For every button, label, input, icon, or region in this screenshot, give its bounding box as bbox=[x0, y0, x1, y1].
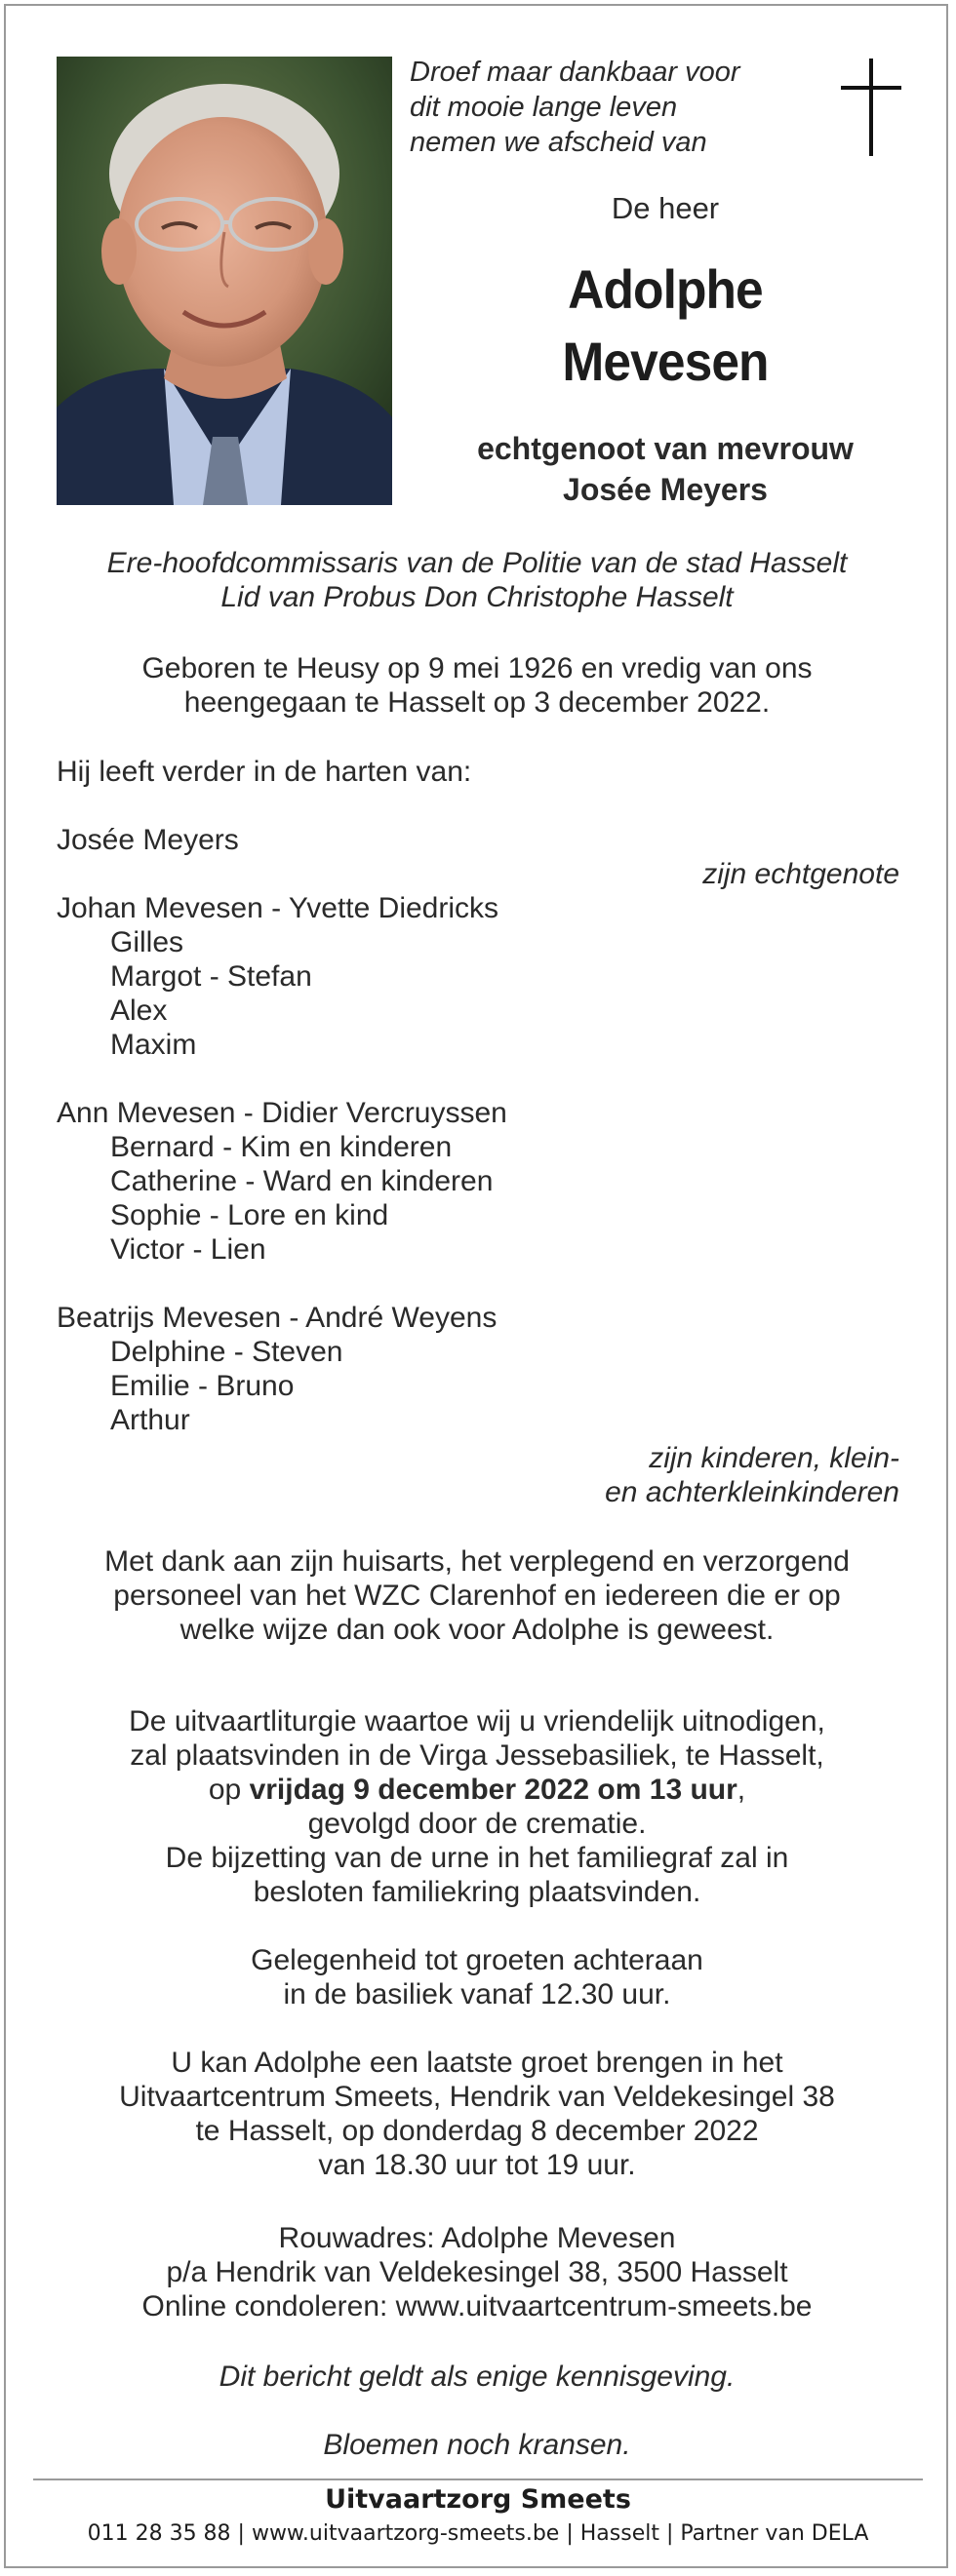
company-contact[interactable]: 011 28 35 88 | www.uitvaartzorg-smeets.be | Hasselt | Partner van DELA bbox=[87, 2521, 869, 2546]
greeting-info bbox=[29, 1943, 925, 2011]
greeting-line: in de basiliek vanaf 12.30 uur. bbox=[283, 1978, 671, 2010]
intro-line: nemen we afscheid van bbox=[410, 127, 707, 158]
funeral-date: vrijdag 9 december 2022 om 13 uur bbox=[249, 1774, 737, 1806]
footer-divider bbox=[33, 2478, 923, 2480]
family-member: Bernard - Kim en kinderen bbox=[110, 1131, 453, 1163]
birth-info bbox=[29, 651, 925, 720]
intro-line: Droef maar dankbaar voor bbox=[410, 57, 740, 88]
honorary-titles bbox=[29, 546, 925, 614]
thanks-line: welke wijze dan ook voor Adolphe is geweest. bbox=[179, 1614, 775, 1646]
funeral-line: De bijzetting van de urne in het familiegraf zal in bbox=[165, 1842, 789, 1874]
condolence-line[interactable]: Online condoleren: www.uitvaartcentrum-smeets.be bbox=[141, 2290, 813, 2322]
greeting-line: Gelegenheid tot groeten achteraan bbox=[251, 1944, 703, 1976]
spouse-entry-name: Josée Meyers bbox=[57, 824, 239, 856]
funeral-date-line bbox=[29, 1773, 925, 1807]
address-info bbox=[29, 2221, 925, 2323]
funeral-line: zal plaatsvinden in de Virga Jessebasiliek, te Hasselt, bbox=[130, 1739, 824, 1772]
family-member: Arthur bbox=[110, 1404, 190, 1436]
intro-line: dit mooie lange leven bbox=[410, 92, 678, 123]
family-member: Victor - Lien bbox=[110, 1233, 266, 1266]
funeral-date-prefix: op bbox=[208, 1774, 250, 1806]
family-member: Margot - Stefan bbox=[110, 960, 312, 993]
visit-line: te Hasselt, op donderdag 8 december 2022 bbox=[195, 2115, 759, 2147]
funeral-line: besloten familiekring plaatsvinden. bbox=[253, 1876, 701, 1908]
family-member: Alex bbox=[110, 995, 168, 1027]
family-head: Johan Mevesen - Yvette Diedricks bbox=[57, 892, 499, 924]
visit-line: U kan Adolphe een laatste groet brengen in het bbox=[171, 2047, 783, 2079]
family-head: Beatrijs Mevesen - André Weyens bbox=[57, 1302, 498, 1334]
family-member: Sophie - Lore en kind bbox=[110, 1199, 389, 1231]
birth-line: Geboren te Heusy op 9 mei 1926 en vredig van ons bbox=[141, 652, 813, 684]
family-member: Catherine - Ward en kinderen bbox=[110, 1165, 494, 1197]
salutation: De heer bbox=[611, 191, 720, 225]
title-line: Lid van Probus Don Christophe Hasselt bbox=[220, 581, 734, 613]
children-role-line: en achterkleinkinderen bbox=[605, 1476, 899, 1508]
portrait-photo bbox=[57, 57, 392, 505]
survivors-intro: Hij leeft verder in de harten van: bbox=[57, 756, 472, 788]
children-role bbox=[605, 1441, 899, 1509]
children-role-line: zijn kinderen, klein- bbox=[649, 1442, 899, 1474]
first-name: Adolphe bbox=[568, 258, 763, 320]
visit-info bbox=[29, 2046, 925, 2182]
spouse-entry-role: zijn echtgenote bbox=[702, 858, 899, 890]
family-head: Ann Mevesen - Didier Vercruyssen bbox=[57, 1097, 507, 1129]
funeral-line: De uitvaartliturgie waartoe wij u vriendelijk uitnodigen, bbox=[129, 1705, 825, 1737]
spouse-name: Josée Meyers bbox=[563, 472, 768, 507]
visit-line: Uitvaartcentrum Smeets, Hendrik van Veldekesingel 38 bbox=[119, 2081, 835, 2113]
last-name: Mevesen bbox=[562, 331, 769, 392]
company-name: Uitvaartzorg Smeets bbox=[325, 2484, 631, 2515]
visit-line: van 18.30 uur tot 19 uur. bbox=[318, 2149, 636, 2181]
family-member: Delphine - Steven bbox=[110, 1336, 343, 1368]
funeral-line: gevolgd door de crematie. bbox=[307, 1808, 647, 1840]
intro-text bbox=[410, 55, 800, 160]
funeral-info bbox=[29, 1704, 925, 1909]
birth-line: heengegaan te Hasselt op 3 december 2022. bbox=[183, 686, 771, 719]
spouse-line: echtgenoot van mevrouw bbox=[477, 431, 854, 466]
address-line: Rouwadres: Adolphe Mevesen bbox=[278, 2222, 676, 2254]
title-line: Ere-hoofdcommissaris van de Politie van de stad Hasselt bbox=[106, 547, 848, 579]
funeral-date-suffix: , bbox=[737, 1774, 746, 1806]
thanks-line: Met dank aan zijn huisarts, het verplegend en verzorgend bbox=[104, 1545, 850, 1578]
thanks-line: personeel van het WZC Clarenhof en iedereen die er op bbox=[113, 1580, 841, 1612]
family-member: Maxim bbox=[110, 1029, 197, 1061]
family-member: Emilie - Bruno bbox=[110, 1370, 295, 1402]
only-notice: Dit bericht geldt als enige kennisgeving. bbox=[219, 2361, 736, 2393]
family-list bbox=[57, 891, 899, 1437]
family-member: Gilles bbox=[110, 926, 184, 958]
thanks-text bbox=[29, 1544, 925, 1647]
cross-icon bbox=[841, 59, 901, 156]
no-flowers-notice: Bloemen noch kransen. bbox=[323, 2429, 631, 2461]
address-line: p/a Hendrik van Veldekesingel 38, 3500 Hasselt bbox=[166, 2256, 788, 2288]
